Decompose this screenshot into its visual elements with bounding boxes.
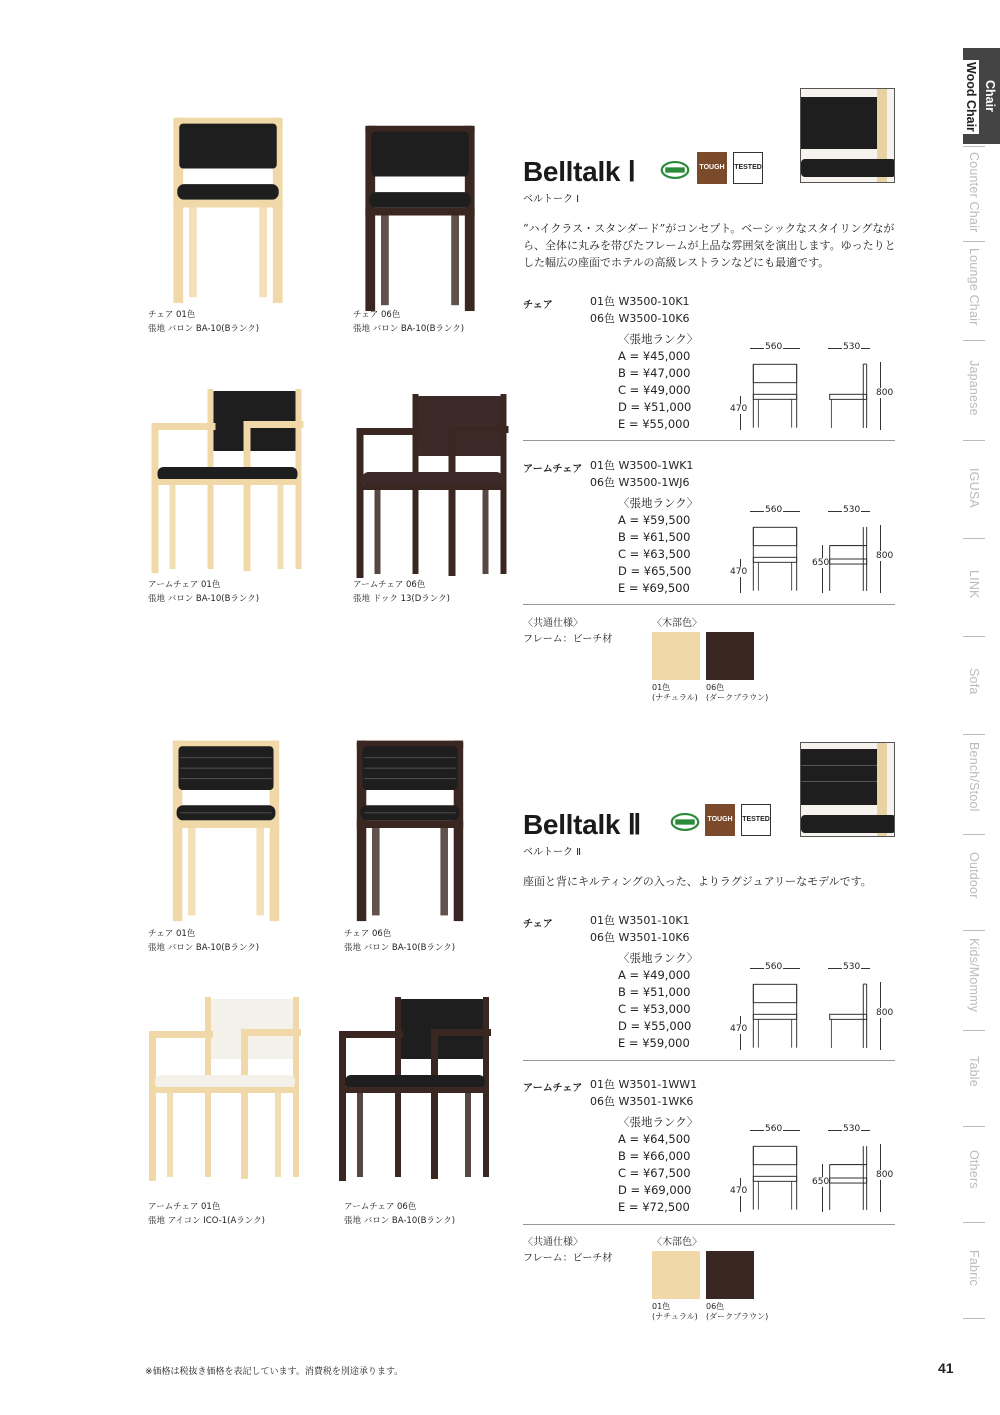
- tab-table[interactable]: Table: [967, 1056, 981, 1087]
- swatch-dark-brown: [706, 632, 754, 680]
- armchair-dimension-drawing: 560 530 800 470 650: [730, 503, 900, 598]
- armchair-label: アームチェア: [523, 464, 583, 475]
- divider: [523, 1224, 895, 1225]
- seat-detail-thumbnail: [800, 88, 895, 183]
- tab-fabric[interactable]: Fabric: [967, 1250, 981, 1286]
- swatch-caption: 01色 (ナチュラル): [652, 683, 698, 702]
- tab-divider: [963, 636, 985, 637]
- caption: アームチェア 06色 張地 ドック 13(Dランク): [353, 580, 450, 604]
- eco-mark-icon: [670, 812, 700, 832]
- page-number: 41: [938, 1360, 954, 1376]
- tab-divider: [963, 1222, 985, 1223]
- product-codes: 01色 W3501-1WW1 06色 W3501-1WK6: [590, 1078, 698, 1108]
- product-title: Belltalk Ⅰ: [523, 156, 636, 187]
- product-description: “ハイクラス・スタンダード”がコンセプト。ベーシックなスタイリングながら、全体に丸みを帯びたフレームが上品な雰囲気を演出します。ゆったりとした幅広の座面でホテルの高級レストランなどにも最適です。: [523, 222, 896, 269]
- price-list: 〈張地ランク〉 A = ¥45,000 B = ¥47,000 C = ¥49,000 D = ¥51,000 E = ¥55,000: [618, 332, 699, 431]
- tab-divider: [963, 146, 985, 147]
- divider: [523, 1060, 895, 1061]
- common-spec-label: 〈共通仕様〉: [523, 618, 583, 629]
- tough-badge-icon: TOUGH: [697, 152, 727, 184]
- caption: チェア 06色 張地 バロン BA-10(Bランク): [353, 310, 465, 334]
- tab-bench-stool[interactable]: Bench/Stool: [967, 742, 981, 812]
- product-kana: ベルトーク Ⅱ: [523, 847, 582, 858]
- wood-color-label: 〈木部色〉: [652, 1237, 702, 1248]
- tab-divider: [963, 241, 985, 242]
- chair-dimension-drawing: 560 530 800 470: [730, 340, 900, 435]
- swatch-natural: [652, 632, 700, 680]
- tab-link[interactable]: LINK: [967, 570, 981, 599]
- tab-kids-mommy[interactable]: Kids/Mommy: [967, 938, 981, 1013]
- chair-photo-06-dark: [340, 733, 480, 923]
- swatch-caption: 06色 (ダークブラウン): [706, 683, 769, 702]
- eco-mark-icon: [660, 160, 690, 180]
- armchair-label: アームチェア: [523, 1083, 583, 1094]
- tough-badge-icon: TOUGH: [705, 804, 735, 836]
- price-list: 〈張地ランク〉 A = ¥64,500 B = ¥66,000 C = ¥67,500 D = ¥69,000 E = ¥72,500: [618, 1115, 699, 1214]
- tab-sofa[interactable]: Sofa: [967, 668, 981, 695]
- tab-divider: [963, 1318, 985, 1319]
- chair-label: チェア: [523, 919, 553, 930]
- armchair-photo-01-natural: [145, 385, 310, 575]
- tab-divider: [963, 1030, 985, 1031]
- price-list: 〈張地ランク〉 A = ¥59,500 B = ¥61,500 C = ¥63,500 D = ¥65,500 E = ¥69,500: [618, 496, 699, 595]
- chair-dimension-drawing: 560 530 800 470: [730, 960, 900, 1055]
- tab-counter-chair[interactable]: Counter Chair: [967, 152, 981, 233]
- product-description: 座面と背にキルティングの入った、よりラグジュアリーなモデルです。: [523, 875, 872, 888]
- tax-note: ※価格は税抜き価格を表記しています。消費税を別途承ります。: [145, 1367, 404, 1377]
- swatch-dark-brown: [706, 1251, 754, 1299]
- tab-divider: [963, 930, 985, 931]
- chair-photo-01-natural: [158, 110, 298, 305]
- tested-badge-icon: TESTED: [733, 152, 763, 184]
- armchair-photo-06-dark: [350, 390, 515, 580]
- armchair-dimension-drawing: 560 530 800 470 650: [730, 1122, 900, 1217]
- caption: アームチェア 01色 張地 バロン BA-10(Bランク): [148, 580, 260, 604]
- tab-divider: [963, 538, 985, 539]
- product-codes: 01色 W3501-10K1 06色 W3501-10K6: [590, 914, 690, 944]
- tab-wood-chair-label: Wood Chair: [964, 62, 978, 132]
- tested-badge-icon: TESTED: [741, 804, 771, 836]
- caption: アームチェア 01色 張地 アイコン ICO-1(Aランク): [148, 1202, 265, 1226]
- tab-divider: [963, 340, 985, 341]
- common-spec-label: 〈共通仕様〉: [523, 1237, 583, 1248]
- price-list: 〈張地ランク〉 A = ¥49,000 B = ¥51,000 C = ¥53,000 D = ¥55,000 E = ¥59,000: [618, 951, 699, 1050]
- chair-photo-06-dark: [350, 118, 490, 313]
- chair-photo-01-natural: [156, 733, 296, 923]
- swatch-natural: [652, 1251, 700, 1299]
- frame-material: フレーム：ビーチ材: [523, 634, 613, 645]
- chair-label: チェア: [523, 300, 553, 311]
- tab-chair-label: Chair: [983, 80, 997, 112]
- divider: [523, 604, 895, 605]
- product-title: Belltalk Ⅱ: [523, 809, 642, 840]
- tab-others[interactable]: Others: [967, 1150, 981, 1189]
- caption: アームチェア 06色 張地 バロン BA-10(Bランク): [344, 1202, 456, 1226]
- armchair-photo-01-natural: [145, 993, 305, 1183]
- tab-divider: [963, 440, 985, 441]
- seat-detail-thumbnail: [800, 742, 895, 837]
- tab-igusa[interactable]: IGUSA: [967, 468, 981, 508]
- swatch-caption: 01色 (ナチュラル): [652, 1302, 698, 1321]
- tab-japanese[interactable]: Japanese: [967, 360, 981, 416]
- armchair-photo-06-dark: [335, 993, 495, 1183]
- tab-divider: [963, 834, 985, 835]
- caption: チェア 06色 張地 バロン BA-10(Bランク): [344, 929, 456, 953]
- product-codes: 01色 W3500-10K1 06色 W3500-10K6: [590, 295, 690, 325]
- wood-color-label: 〈木部色〉: [652, 618, 702, 629]
- caption: チェア 01色 張地 バロン BA-10(Bランク): [148, 310, 260, 334]
- tab-lounge-chair[interactable]: Lounge Chair: [967, 248, 981, 326]
- tab-chair-active[interactable]: [963, 48, 1000, 144]
- divider: [523, 440, 895, 441]
- caption: チェア 01色 張地 バロン BA-10(Bランク): [148, 929, 260, 953]
- swatch-caption: 06色 (ダークブラウン): [706, 1302, 769, 1321]
- tab-divider: [963, 734, 985, 735]
- product-kana: ベルトーク Ⅰ: [523, 194, 580, 205]
- tab-divider: [963, 1126, 985, 1127]
- frame-material: フレーム：ビーチ材: [523, 1253, 613, 1264]
- product-codes: 01色 W3500-1WK1 06色 W3500-1WJ6: [590, 459, 694, 489]
- tab-outdoor[interactable]: Outdoor: [967, 852, 981, 899]
